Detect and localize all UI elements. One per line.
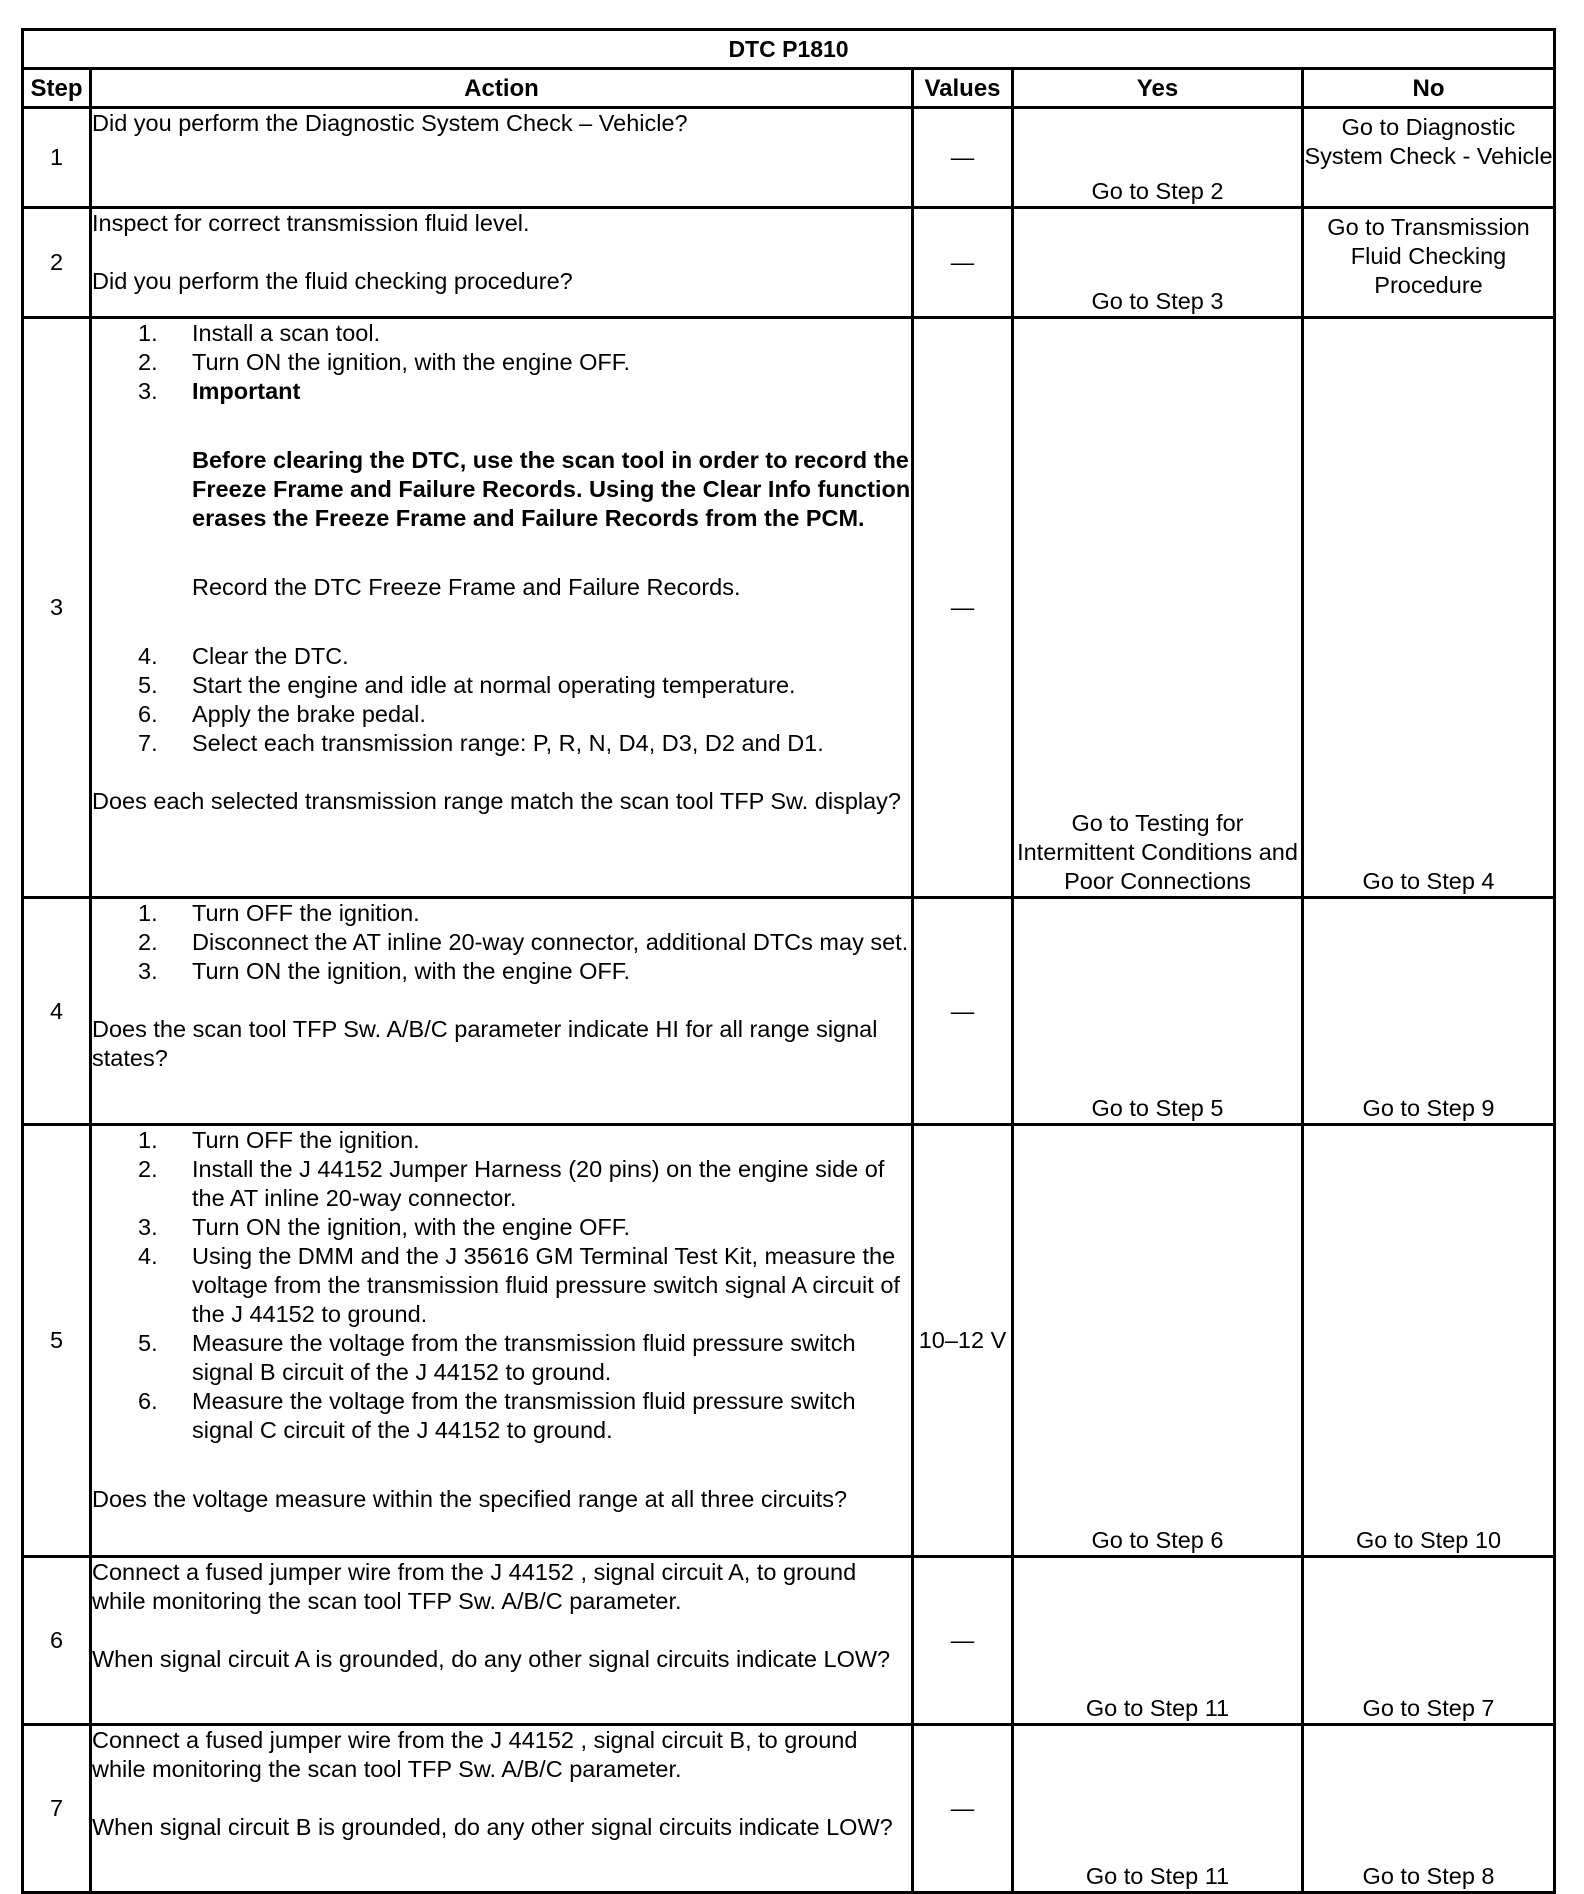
yes-cell: Go to Testing for Intermittent Conditions and Poor Connections xyxy=(1013,318,1303,898)
table-row xyxy=(23,1557,1555,1725)
step-number: 5 xyxy=(23,1125,91,1557)
list-item: 3. Turn ON the ignition, with the engine OFF. xyxy=(138,958,631,984)
no-cell: Go to Step 4 xyxy=(1303,318,1555,898)
table-row xyxy=(23,108,1555,208)
list-item: 2. Disconnect the AT inline 20-way connector, additional DTCs may set. xyxy=(138,929,909,955)
header-yes: Yes xyxy=(1013,69,1303,108)
values-cell: — xyxy=(913,108,1013,208)
header-values: Values xyxy=(913,69,1013,108)
values-cell: — xyxy=(913,208,1013,318)
no-cell: Go to Step 9 xyxy=(1303,898,1555,1125)
yes-cell: Go to Step 3 xyxy=(1013,208,1303,318)
action-steps xyxy=(92,899,911,986)
list-item: 6. Measure the voltage from the transmission fluid pressure switch signal C circuit of the J 44152 to ground. xyxy=(138,1388,856,1443)
action-intro: Connect a fused jumper wire from the J 44152 , signal circuit B, to ground while monitoring the scan tool TFP Sw. A/B/C parameter. xyxy=(92,1727,858,1782)
table-title: DTC P1810 xyxy=(23,30,1555,69)
action-question: Does each selected transmission range match the scan tool TFP Sw. display? xyxy=(92,788,901,814)
action-cell xyxy=(91,1725,913,1893)
action-cell xyxy=(91,1557,913,1725)
dtc-table xyxy=(21,28,1556,1894)
action-cell xyxy=(91,108,913,208)
action-steps xyxy=(92,642,911,758)
action-cell xyxy=(91,318,913,898)
header-row xyxy=(23,69,1555,108)
step-number: 1 xyxy=(23,108,91,208)
values-cell: — xyxy=(913,1725,1013,1893)
action-intro: Connect a fused jumper wire from the J 44152 , signal circuit A, to ground while monitoring the scan tool TFP Sw. A/B/C parameter. xyxy=(92,1559,857,1614)
values-cell: 10–12 V xyxy=(913,1125,1013,1557)
action-cell xyxy=(91,898,913,1125)
yes-cell: Go to Step 2 xyxy=(1013,108,1303,208)
table-row xyxy=(23,898,1555,1125)
list-item: 6. Apply the brake pedal. xyxy=(138,701,426,727)
action-question: Did you perform the Diagnostic System Check – Vehicle? xyxy=(92,110,688,136)
no-cell: Go to Step 7 xyxy=(1303,1557,1555,1725)
values-cell: — xyxy=(913,898,1013,1125)
action-steps xyxy=(92,1126,911,1445)
header-step: Step xyxy=(23,69,91,108)
values-cell: — xyxy=(913,1557,1013,1725)
action-question: When signal circuit A is grounded, do any other signal circuits indicate LOW? xyxy=(92,1646,891,1672)
list-item: 3. Important xyxy=(138,378,301,404)
list-item: 2. Turn ON the ignition, with the engine OFF. xyxy=(138,349,631,375)
step-number: 2 xyxy=(23,208,91,318)
list-item: 5. Measure the voltage from the transmission fluid pressure switch signal B circuit of the J 44152 to ground. xyxy=(138,1330,856,1385)
no-cell: Go to Diagnostic System Check - Vehicle xyxy=(1303,108,1555,208)
action-question: Does the scan tool TFP Sw. A/B/C parameter indicate HI for all range signal states? xyxy=(92,1016,878,1071)
step-number: 3 xyxy=(23,318,91,898)
list-item: 5. Start the engine and idle at normal operating temperature. xyxy=(138,672,796,698)
action-question: When signal circuit B is grounded, do any other signal circuits indicate LOW? xyxy=(92,1814,893,1840)
table-row xyxy=(23,1125,1555,1557)
header-no: No xyxy=(1303,69,1555,108)
values-cell: — xyxy=(913,318,1013,898)
list-item: 7. Select each transmission range: P, R, N, D4, D3, D2 and D1. xyxy=(138,730,824,756)
step-number: 4 xyxy=(23,898,91,1125)
list-item: 4. Using the DMM and the J 35616 GM Terminal Test Kit, measure the voltage from the transmission fluid pressure switch signal A circuit of the J 44152 to ground. xyxy=(138,1243,900,1327)
action-question: Did you perform the fluid checking procedure? xyxy=(92,268,573,294)
yes-cell: Go to Step 11 xyxy=(1013,1557,1303,1725)
important-note: Before clearing the DTC, use the scan tool in order to record the Freeze Frame and Failure Records. Using the Clear Info function erases the Freeze Frame and Failure Records from the PCM. xyxy=(192,447,911,531)
no-cell: Go to Transmission Fluid Checking Procedure xyxy=(1303,208,1555,318)
no-cell: Go to Step 10 xyxy=(1303,1125,1555,1557)
record-note: Record the DTC Freeze Frame and Failure Records. xyxy=(192,574,741,600)
list-item: 2. Install the J 44152 Jumper Harness (20 pins) on the engine side of the AT inline 20-way connector. xyxy=(138,1156,885,1211)
no-cell: Go to Step 8 xyxy=(1303,1725,1555,1893)
action-question: Does the voltage measure within the specified range at all three circuits? xyxy=(92,1486,848,1512)
yes-cell: Go to Step 11 xyxy=(1013,1725,1303,1893)
step-number: 6 xyxy=(23,1557,91,1725)
yes-cell: Go to Step 6 xyxy=(1013,1125,1303,1557)
table-row xyxy=(23,1725,1555,1893)
list-item: 1. Turn OFF the ignition. xyxy=(138,1127,420,1153)
list-item: 4. Clear the DTC. xyxy=(138,643,349,669)
header-action: Action xyxy=(91,69,913,108)
table-row xyxy=(23,318,1555,898)
yes-cell: Go to Step 5 xyxy=(1013,898,1303,1125)
list-item: 1. Turn OFF the ignition. xyxy=(138,900,420,926)
action-intro: Inspect for correct transmission fluid level. xyxy=(92,210,530,236)
title-row xyxy=(23,30,1555,69)
step-number: 7 xyxy=(23,1725,91,1893)
action-cell xyxy=(91,1125,913,1557)
action-steps xyxy=(92,319,911,406)
action-cell xyxy=(91,208,913,318)
list-item: 3. Turn ON the ignition, with the engine OFF. xyxy=(138,1214,631,1240)
list-item: 1. Install a scan tool. xyxy=(138,320,381,346)
table-row xyxy=(23,208,1555,318)
